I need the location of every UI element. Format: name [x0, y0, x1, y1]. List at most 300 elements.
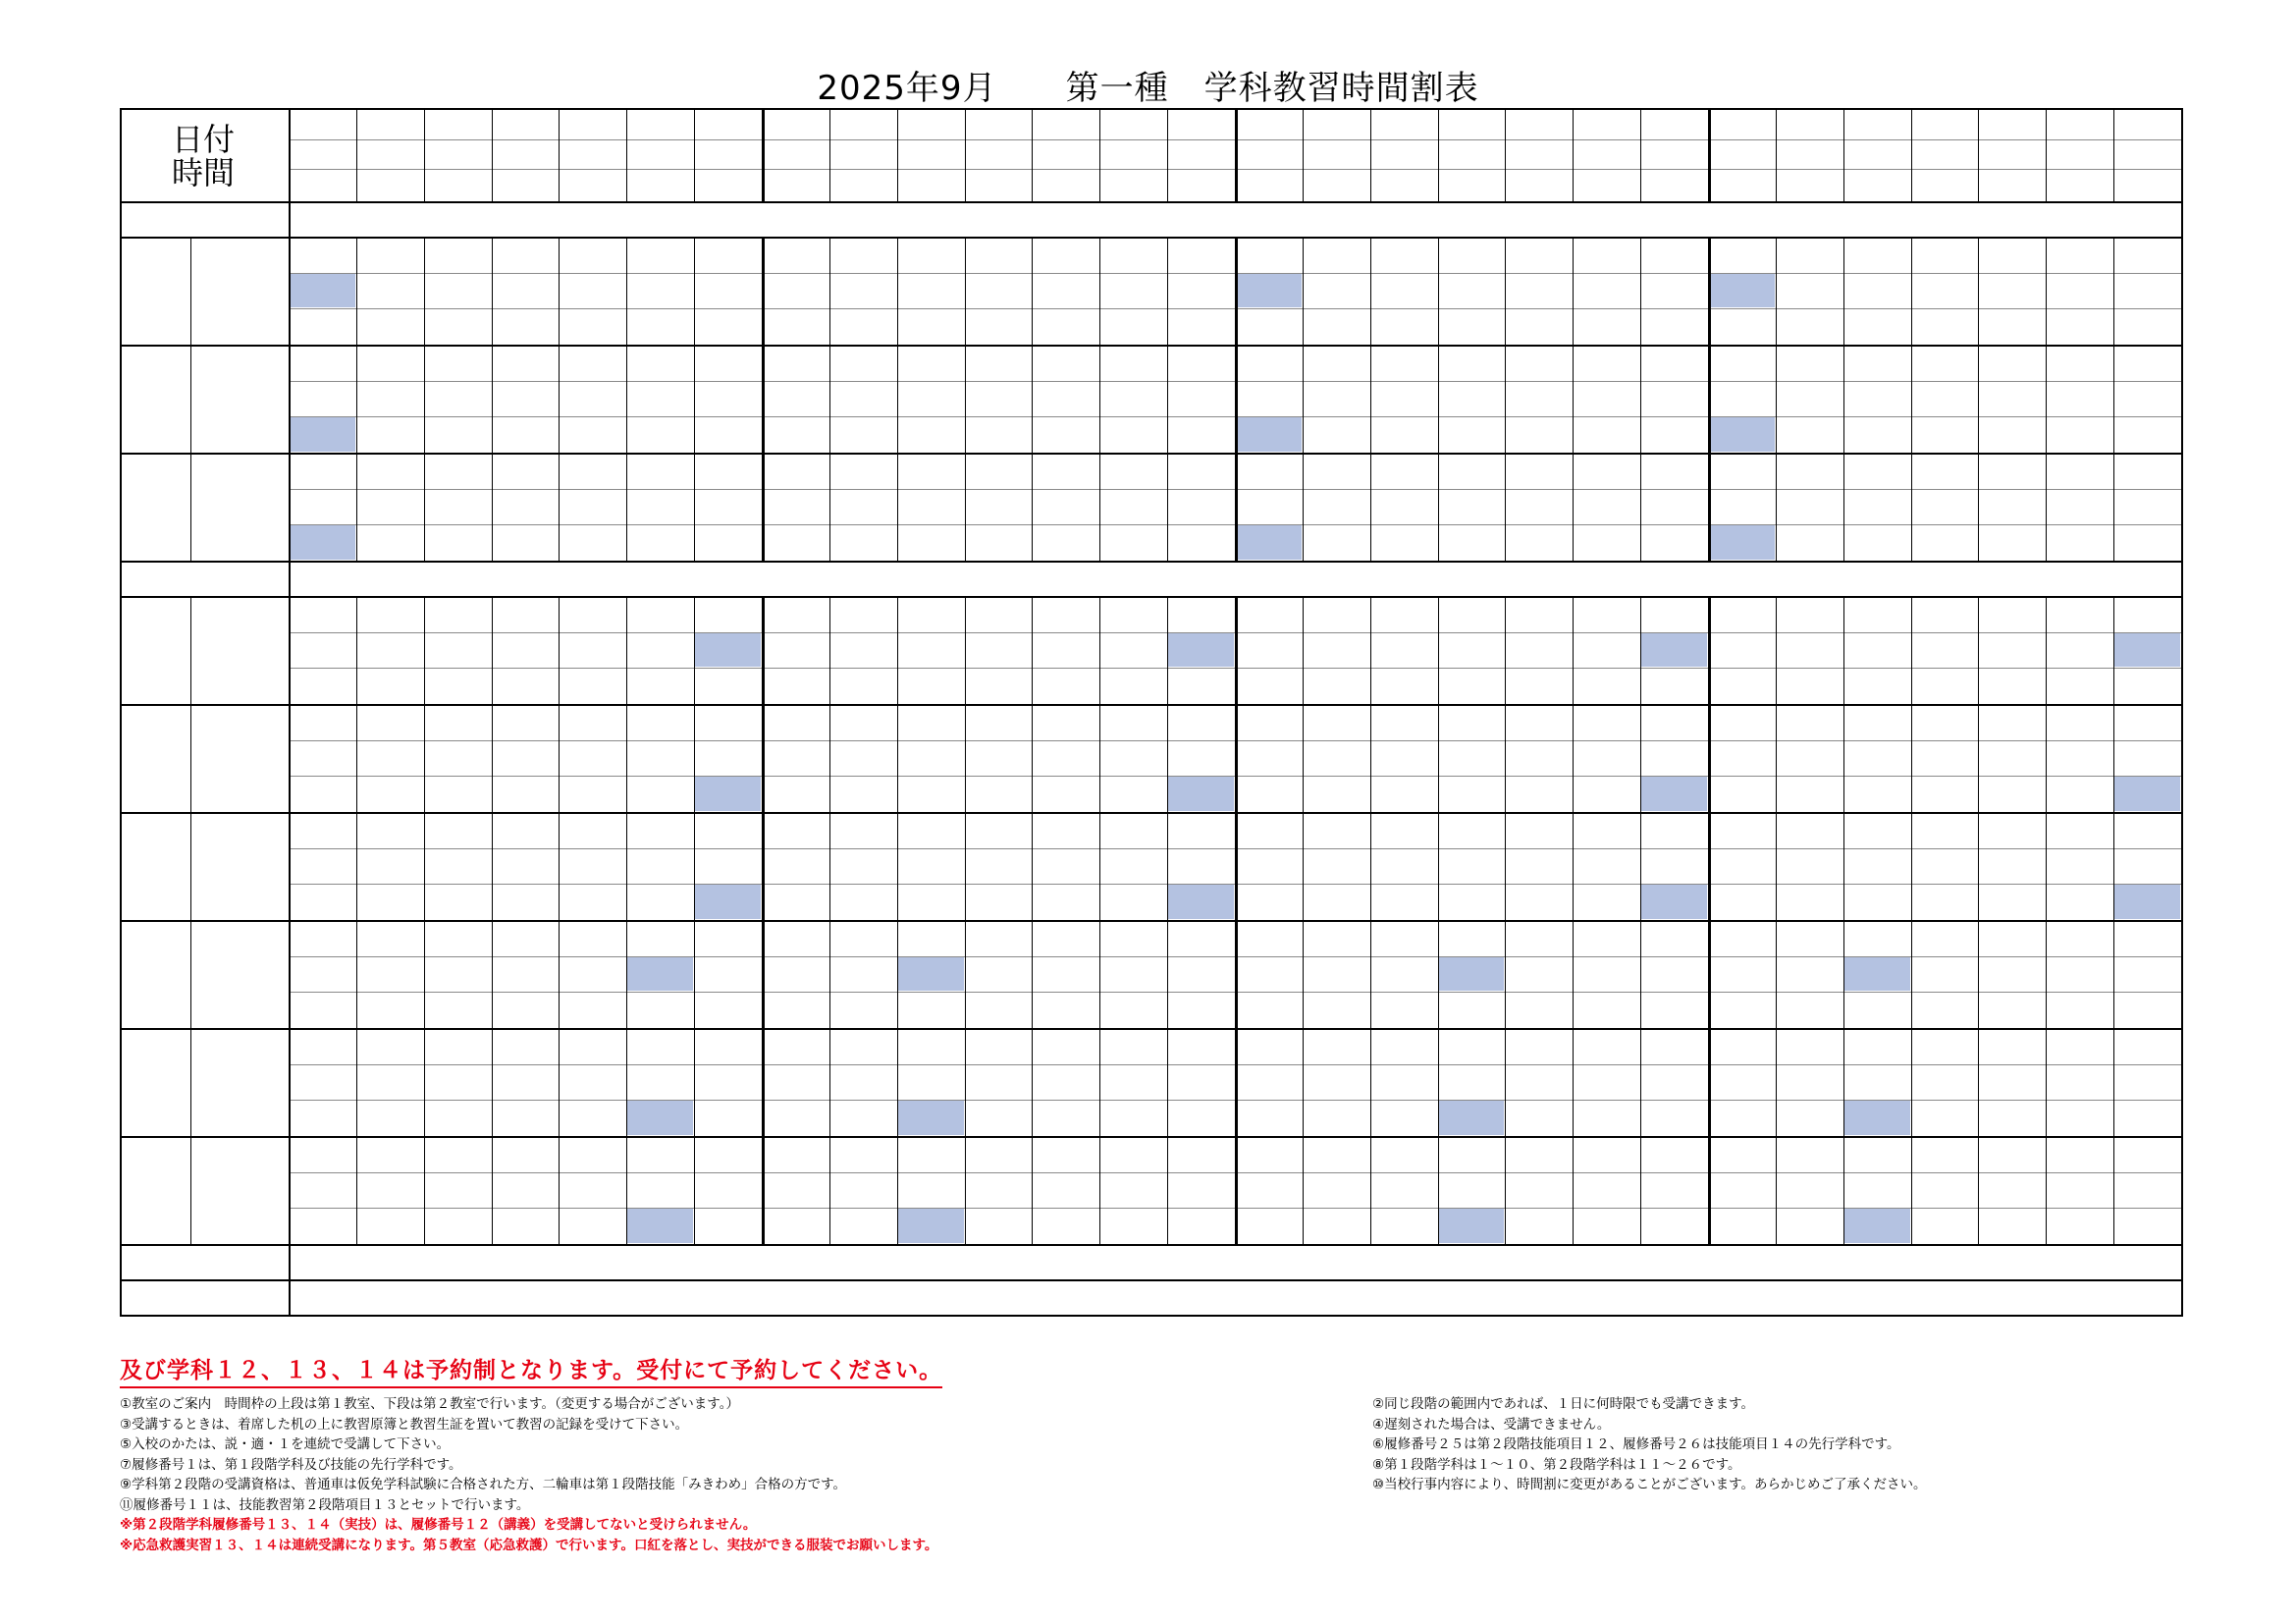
grid-line — [1573, 1136, 1574, 1244]
grid-line — [1032, 920, 1033, 1028]
slot-highlight — [2114, 885, 2180, 919]
grid-line — [1911, 237, 1912, 345]
grid-line — [762, 1028, 765, 1136]
grid-line — [762, 812, 765, 920]
grid-line — [1099, 1028, 1100, 1136]
grid-line — [1235, 704, 1238, 812]
grid-line — [492, 704, 493, 812]
grid-line — [190, 345, 191, 453]
slot-highlight — [1844, 957, 1910, 992]
slot-highlight — [1168, 633, 1234, 668]
grid-line — [2113, 108, 2114, 201]
slot-highlight — [1168, 885, 1234, 919]
grid-line — [190, 1136, 191, 1244]
grid-line — [559, 704, 560, 812]
grid-line — [1099, 237, 1100, 345]
grid-line — [120, 345, 2181, 347]
grid-line — [965, 704, 966, 812]
slot-highlight — [2114, 633, 2180, 668]
slot-highlight — [290, 525, 355, 560]
grid-line — [559, 345, 560, 453]
grid-line — [120, 1028, 2181, 1030]
grid-line — [1843, 596, 1844, 704]
grid-line — [120, 453, 2181, 455]
grid-line — [1370, 108, 1371, 201]
grid-line — [120, 596, 2181, 598]
grid-line — [829, 812, 830, 920]
slot-highlight — [695, 633, 761, 668]
grid-line — [897, 812, 898, 920]
grid-line — [1303, 920, 1304, 1028]
grid-line — [965, 1136, 966, 1244]
corner-time-label: 時間 — [171, 154, 235, 191]
grid-line — [626, 345, 627, 453]
grid-line — [762, 704, 765, 812]
grid-line — [1843, 108, 1844, 201]
grid-line — [1978, 1028, 1979, 1136]
grid-line — [424, 812, 425, 920]
grid-line — [1708, 453, 1711, 561]
grid-line — [1099, 453, 1100, 561]
grid-line — [897, 596, 898, 704]
grid-line — [2046, 108, 2047, 201]
grid-line — [1505, 920, 1506, 1028]
slot-highlight — [1236, 274, 1302, 308]
grid-line — [1032, 108, 1033, 201]
slot-highlight — [627, 1209, 693, 1243]
grid-line — [965, 920, 966, 1028]
grid-line — [1438, 1136, 1439, 1244]
grid-line — [1303, 108, 1304, 201]
grid-line — [762, 920, 765, 1028]
grid-line — [120, 237, 2181, 239]
grid-line — [1167, 812, 1168, 920]
grid-line — [1438, 704, 1439, 812]
grid-line — [1438, 920, 1439, 1028]
grid-line — [2046, 345, 2047, 453]
grid-line — [1099, 704, 1100, 812]
grid-line — [1303, 1028, 1304, 1136]
grid-line — [356, 596, 357, 704]
grid-line — [965, 1028, 966, 1136]
grid-line — [356, 345, 357, 453]
grid-line — [1303, 596, 1304, 704]
slot-highlight — [290, 274, 355, 308]
slot-highlight — [1236, 417, 1302, 452]
grid-line — [492, 453, 493, 561]
grid-line — [1438, 345, 1439, 453]
grid-line — [829, 453, 830, 561]
grid-line — [2113, 596, 2114, 704]
grid-line — [2046, 1136, 2047, 1244]
grid-line — [356, 704, 357, 812]
grid-line — [1640, 345, 1641, 453]
grid-line — [1167, 704, 1168, 812]
grid-line — [1505, 812, 1506, 920]
grid-line — [1438, 237, 1439, 345]
grid-line — [356, 453, 357, 561]
title-name: 学科教習時間割表 — [1203, 69, 1479, 108]
grid-line — [356, 1136, 357, 1244]
grid-line — [1978, 453, 1979, 561]
grid-line — [1438, 596, 1439, 704]
grid-line — [559, 453, 560, 561]
grid-line — [1505, 237, 1506, 345]
grid-line — [424, 1136, 425, 1244]
grid-line — [1776, 237, 1777, 345]
grid-line — [356, 237, 357, 345]
grid-line — [1911, 345, 1912, 453]
grid-line — [1370, 596, 1371, 704]
grid-line — [965, 345, 966, 453]
grid-line — [1708, 108, 1711, 201]
grid-line — [492, 345, 493, 453]
grid-line — [1573, 453, 1574, 561]
slot-highlight — [1709, 274, 1775, 308]
grid-line — [1776, 920, 1777, 1028]
slot-highlight — [695, 885, 761, 919]
grid-line — [1708, 345, 1711, 453]
slot-highlight — [1641, 633, 1707, 668]
grid-line — [1438, 108, 1439, 201]
grid-line — [120, 812, 2181, 814]
grid-line — [626, 1136, 627, 1244]
grid-line — [1235, 1028, 1238, 1136]
grid-line — [492, 1028, 493, 1136]
grid-line — [897, 453, 898, 561]
grid-line — [1303, 237, 1304, 345]
grid-line — [1438, 1028, 1439, 1136]
grid-line — [1640, 596, 1641, 704]
grid-line — [1505, 453, 1506, 561]
slot-highlight — [627, 1101, 693, 1135]
grid-line — [1032, 704, 1033, 812]
note-item: ④遅刻された場合は、受講できません。 — [1372, 1416, 1611, 1433]
grid-line — [1573, 237, 1574, 345]
grid-line — [626, 1028, 627, 1136]
grid-line — [120, 1136, 2181, 1138]
slot-highlight — [1236, 525, 1302, 560]
slot-highlight — [2114, 777, 2180, 811]
grid-line — [1505, 108, 1506, 201]
grid-line — [1843, 920, 1844, 1028]
grid-line — [1776, 704, 1777, 812]
grid-line — [829, 1136, 830, 1244]
grid-line — [2113, 1136, 2114, 1244]
grid-line — [1167, 596, 1168, 704]
grid-line — [120, 561, 2181, 563]
grid-line — [829, 704, 830, 812]
slot-highlight — [695, 777, 761, 811]
grid-line — [1235, 237, 1238, 345]
grid-line — [1843, 1136, 1844, 1244]
grid-line — [1911, 596, 1912, 704]
grid-line — [626, 108, 627, 201]
grid-line — [2113, 704, 2114, 812]
slot-highlight — [1439, 1101, 1505, 1135]
grid-line — [1167, 920, 1168, 1028]
grid-line — [1776, 1028, 1777, 1136]
title-class: 第一種 — [1065, 69, 1169, 108]
grid-line — [1640, 704, 1641, 812]
grid-line — [190, 453, 191, 561]
slot-highlight — [1709, 525, 1775, 560]
grid-line — [356, 108, 357, 201]
grid-line — [626, 920, 627, 1028]
grid-line — [559, 108, 560, 201]
grid-line — [1303, 704, 1304, 812]
grid-line — [694, 1028, 695, 1136]
grid-line — [1708, 812, 1711, 920]
grid-line — [492, 812, 493, 920]
grid-line — [424, 108, 425, 201]
grid-line — [1505, 1028, 1506, 1136]
grid-line — [2046, 1028, 2047, 1136]
note-item: ③受講するときは、着席した机の上に教習原簿と教習生証を置いて教習の記録を受けて下さい。 — [120, 1416, 689, 1433]
grid-line — [1370, 453, 1371, 561]
grid-line — [1032, 453, 1033, 561]
grid-line — [120, 201, 2181, 203]
grid-line — [2046, 704, 2047, 812]
slot-highlight — [1641, 885, 1707, 919]
grid-line — [190, 237, 191, 345]
grid-line — [1032, 812, 1033, 920]
grid-line — [1167, 453, 1168, 561]
grid-line — [897, 1136, 898, 1244]
grid-line — [559, 920, 560, 1028]
grid-line — [1978, 920, 1979, 1028]
grid-line — [1303, 1136, 1304, 1244]
grid-line — [1573, 108, 1574, 201]
grid-line — [492, 108, 493, 201]
grid-line — [492, 237, 493, 345]
grid-line — [694, 237, 695, 345]
grid-line — [1505, 1136, 1506, 1244]
grid-line — [1167, 345, 1168, 453]
grid-line — [559, 596, 560, 704]
note-item: ②同じ段階の範囲内であれば、１日に何時限でも受講できます。 — [1372, 1396, 1755, 1412]
grid-line — [1776, 812, 1777, 920]
grid-line — [190, 704, 191, 812]
grid-line — [424, 920, 425, 1028]
grid-line — [356, 812, 357, 920]
grid-line — [2046, 453, 2047, 561]
slot-highlight — [290, 417, 355, 452]
slot-highlight — [898, 1101, 964, 1135]
grid-line — [559, 237, 560, 345]
slot-highlight — [1168, 777, 1234, 811]
grid-line — [190, 812, 191, 920]
grid-line — [694, 345, 695, 453]
grid-line — [356, 920, 357, 1028]
grid-line — [424, 704, 425, 812]
grid-line — [1843, 1028, 1844, 1136]
grid-line — [762, 237, 765, 345]
grid-line — [1978, 237, 1979, 345]
note-item: ⑥履修番号２５は第２段階技能項目１２、履修番号２６は技能項目１４の先行学科です。 — [1372, 1436, 1900, 1452]
grid-line — [1573, 596, 1574, 704]
grid-line — [897, 345, 898, 453]
grid-line — [2113, 1028, 2114, 1136]
grid-line — [1235, 108, 1238, 201]
note-item: ⑤入校のかたは、説・適・１を連続で受講して下さい。 — [120, 1436, 451, 1452]
grid-line — [1032, 237, 1033, 345]
grid-line — [1099, 920, 1100, 1028]
grid-line — [1978, 596, 1979, 704]
grid-line — [1505, 345, 1506, 453]
grid-line — [1370, 704, 1371, 812]
grid-line — [559, 812, 560, 920]
grid-line — [897, 237, 898, 345]
grid-line — [1843, 237, 1844, 345]
grid-line — [2046, 812, 2047, 920]
grid-line — [120, 108, 2181, 110]
grid-line — [1099, 108, 1100, 201]
grid-line — [1573, 704, 1574, 812]
note-item: ⑪履修番号１１は、技能教習第２段階項目１３とセットで行います。 — [120, 1496, 530, 1513]
grid-line — [965, 453, 966, 561]
grid-line — [1032, 596, 1033, 704]
slot-highlight — [1641, 777, 1707, 811]
grid-line — [897, 704, 898, 812]
grid-line — [2113, 920, 2114, 1028]
grid-line — [1099, 1136, 1100, 1244]
grid-line — [1978, 1136, 1979, 1244]
grid-line — [1640, 108, 1641, 201]
grid-line — [829, 596, 830, 704]
grid-line — [965, 812, 966, 920]
grid-line — [120, 1279, 2181, 1281]
grid-line — [829, 1028, 830, 1136]
title-month: 2025年9月 — [817, 69, 997, 108]
grid-line — [1235, 345, 1238, 453]
grid-line — [694, 1136, 695, 1244]
grid-line — [1167, 108, 1168, 201]
grid-line — [1573, 920, 1574, 1028]
grid-line — [1708, 704, 1711, 812]
note-item: ①教室のご案内 時間枠の上段は第１教室、下段は第２教室で行います。（変更する場合がございます。） — [120, 1396, 739, 1412]
note-item: ⑧第１段階学科は１～１０、第２段階学科は１１～２６です。 — [1372, 1456, 1741, 1473]
grid-line — [559, 1028, 560, 1136]
grid-line — [1167, 237, 1168, 345]
grid-line — [897, 920, 898, 1028]
grid-line — [1843, 812, 1844, 920]
grid-line — [1032, 345, 1033, 453]
grid-line — [1370, 1136, 1371, 1244]
grid-line — [626, 704, 627, 812]
grid-line — [1370, 812, 1371, 920]
note-item: ※第２段階学科履修番号１３、１４（実技）は、履修番号１２（講義）を受講してないと受けられません。 — [120, 1517, 757, 1533]
grid-line — [1573, 345, 1574, 453]
grid-line — [1776, 108, 1777, 201]
grid-line — [1911, 920, 1912, 1028]
grid-line — [1573, 1028, 1574, 1136]
grid-line — [2046, 596, 2047, 704]
grid-line — [559, 1136, 560, 1244]
grid-line — [120, 1315, 2181, 1317]
grid-line — [190, 920, 191, 1028]
grid-line — [1235, 1136, 1238, 1244]
grid-line — [1370, 237, 1371, 345]
grid-line — [762, 596, 765, 704]
slot-highlight — [1439, 957, 1505, 992]
grid-line — [1708, 1028, 1711, 1136]
reservation-warning: 及び学科１２、１３、１４は予約制となります。受付にて予約してください。 — [120, 1352, 942, 1388]
grid-line — [965, 237, 966, 345]
grid-line — [424, 237, 425, 345]
grid-line — [1911, 812, 1912, 920]
grid-line — [1978, 704, 1979, 812]
grid-line — [1708, 237, 1711, 345]
grid-line — [1640, 237, 1641, 345]
slot-highlight — [898, 957, 964, 992]
grid-line — [1843, 453, 1844, 561]
grid-line — [1640, 920, 1641, 1028]
slot-highlight — [1709, 417, 1775, 452]
grid-line — [1438, 812, 1439, 920]
grid-line — [829, 108, 830, 201]
grid-line — [1843, 345, 1844, 453]
grid-line — [1235, 920, 1238, 1028]
slot-highlight — [1844, 1101, 1910, 1135]
grid-line — [1911, 108, 1912, 201]
grid-line — [120, 704, 2181, 706]
grid-line — [1370, 345, 1371, 453]
grid-line — [1978, 812, 1979, 920]
note-item: ⑦履修番号１は、第１段階学科及び技能の先行学科です。 — [120, 1456, 462, 1473]
grid-line — [829, 345, 830, 453]
corner-date-label: 日付 — [171, 121, 235, 158]
grid-line — [1099, 596, 1100, 704]
grid-line — [1640, 812, 1641, 920]
note-item: ⑩当校行事内容により、時間割に変更があることがございます。あらかじめご了承ください。 — [1372, 1477, 1927, 1492]
grid-line — [2113, 453, 2114, 561]
grid-line — [626, 453, 627, 561]
grid-line — [829, 920, 830, 1028]
grid-line — [1303, 812, 1304, 920]
grid-line — [1708, 1136, 1711, 1244]
grid-line — [2046, 237, 2047, 345]
grid-line — [1978, 345, 1979, 453]
grid-line — [1235, 453, 1238, 561]
grid-line — [424, 1028, 425, 1136]
grid-line — [190, 596, 191, 704]
slot-highlight — [1439, 1209, 1505, 1243]
grid-line — [762, 453, 765, 561]
grid-line — [120, 108, 122, 1317]
grid-line — [694, 108, 695, 201]
grid-line — [1303, 453, 1304, 561]
grid-line — [1032, 1028, 1033, 1136]
grid-line — [1640, 1136, 1641, 1244]
grid-line — [120, 920, 2181, 922]
notes-right — [1372, 1394, 1927, 1495]
grid-line — [694, 812, 695, 920]
grid-line — [1911, 1028, 1912, 1136]
slot-highlight — [898, 1209, 964, 1243]
grid-line — [2181, 108, 2183, 1317]
grid-line — [2046, 920, 2047, 1028]
slot-highlight — [627, 957, 693, 992]
grid-line — [1505, 596, 1506, 704]
grid-line — [424, 453, 425, 561]
grid-line — [694, 920, 695, 1028]
grid-line — [1235, 596, 1238, 704]
grid-line — [1167, 1136, 1168, 1244]
grid-line — [1032, 1136, 1033, 1244]
grid-line — [289, 108, 291, 1315]
grid-line — [1167, 1028, 1168, 1136]
